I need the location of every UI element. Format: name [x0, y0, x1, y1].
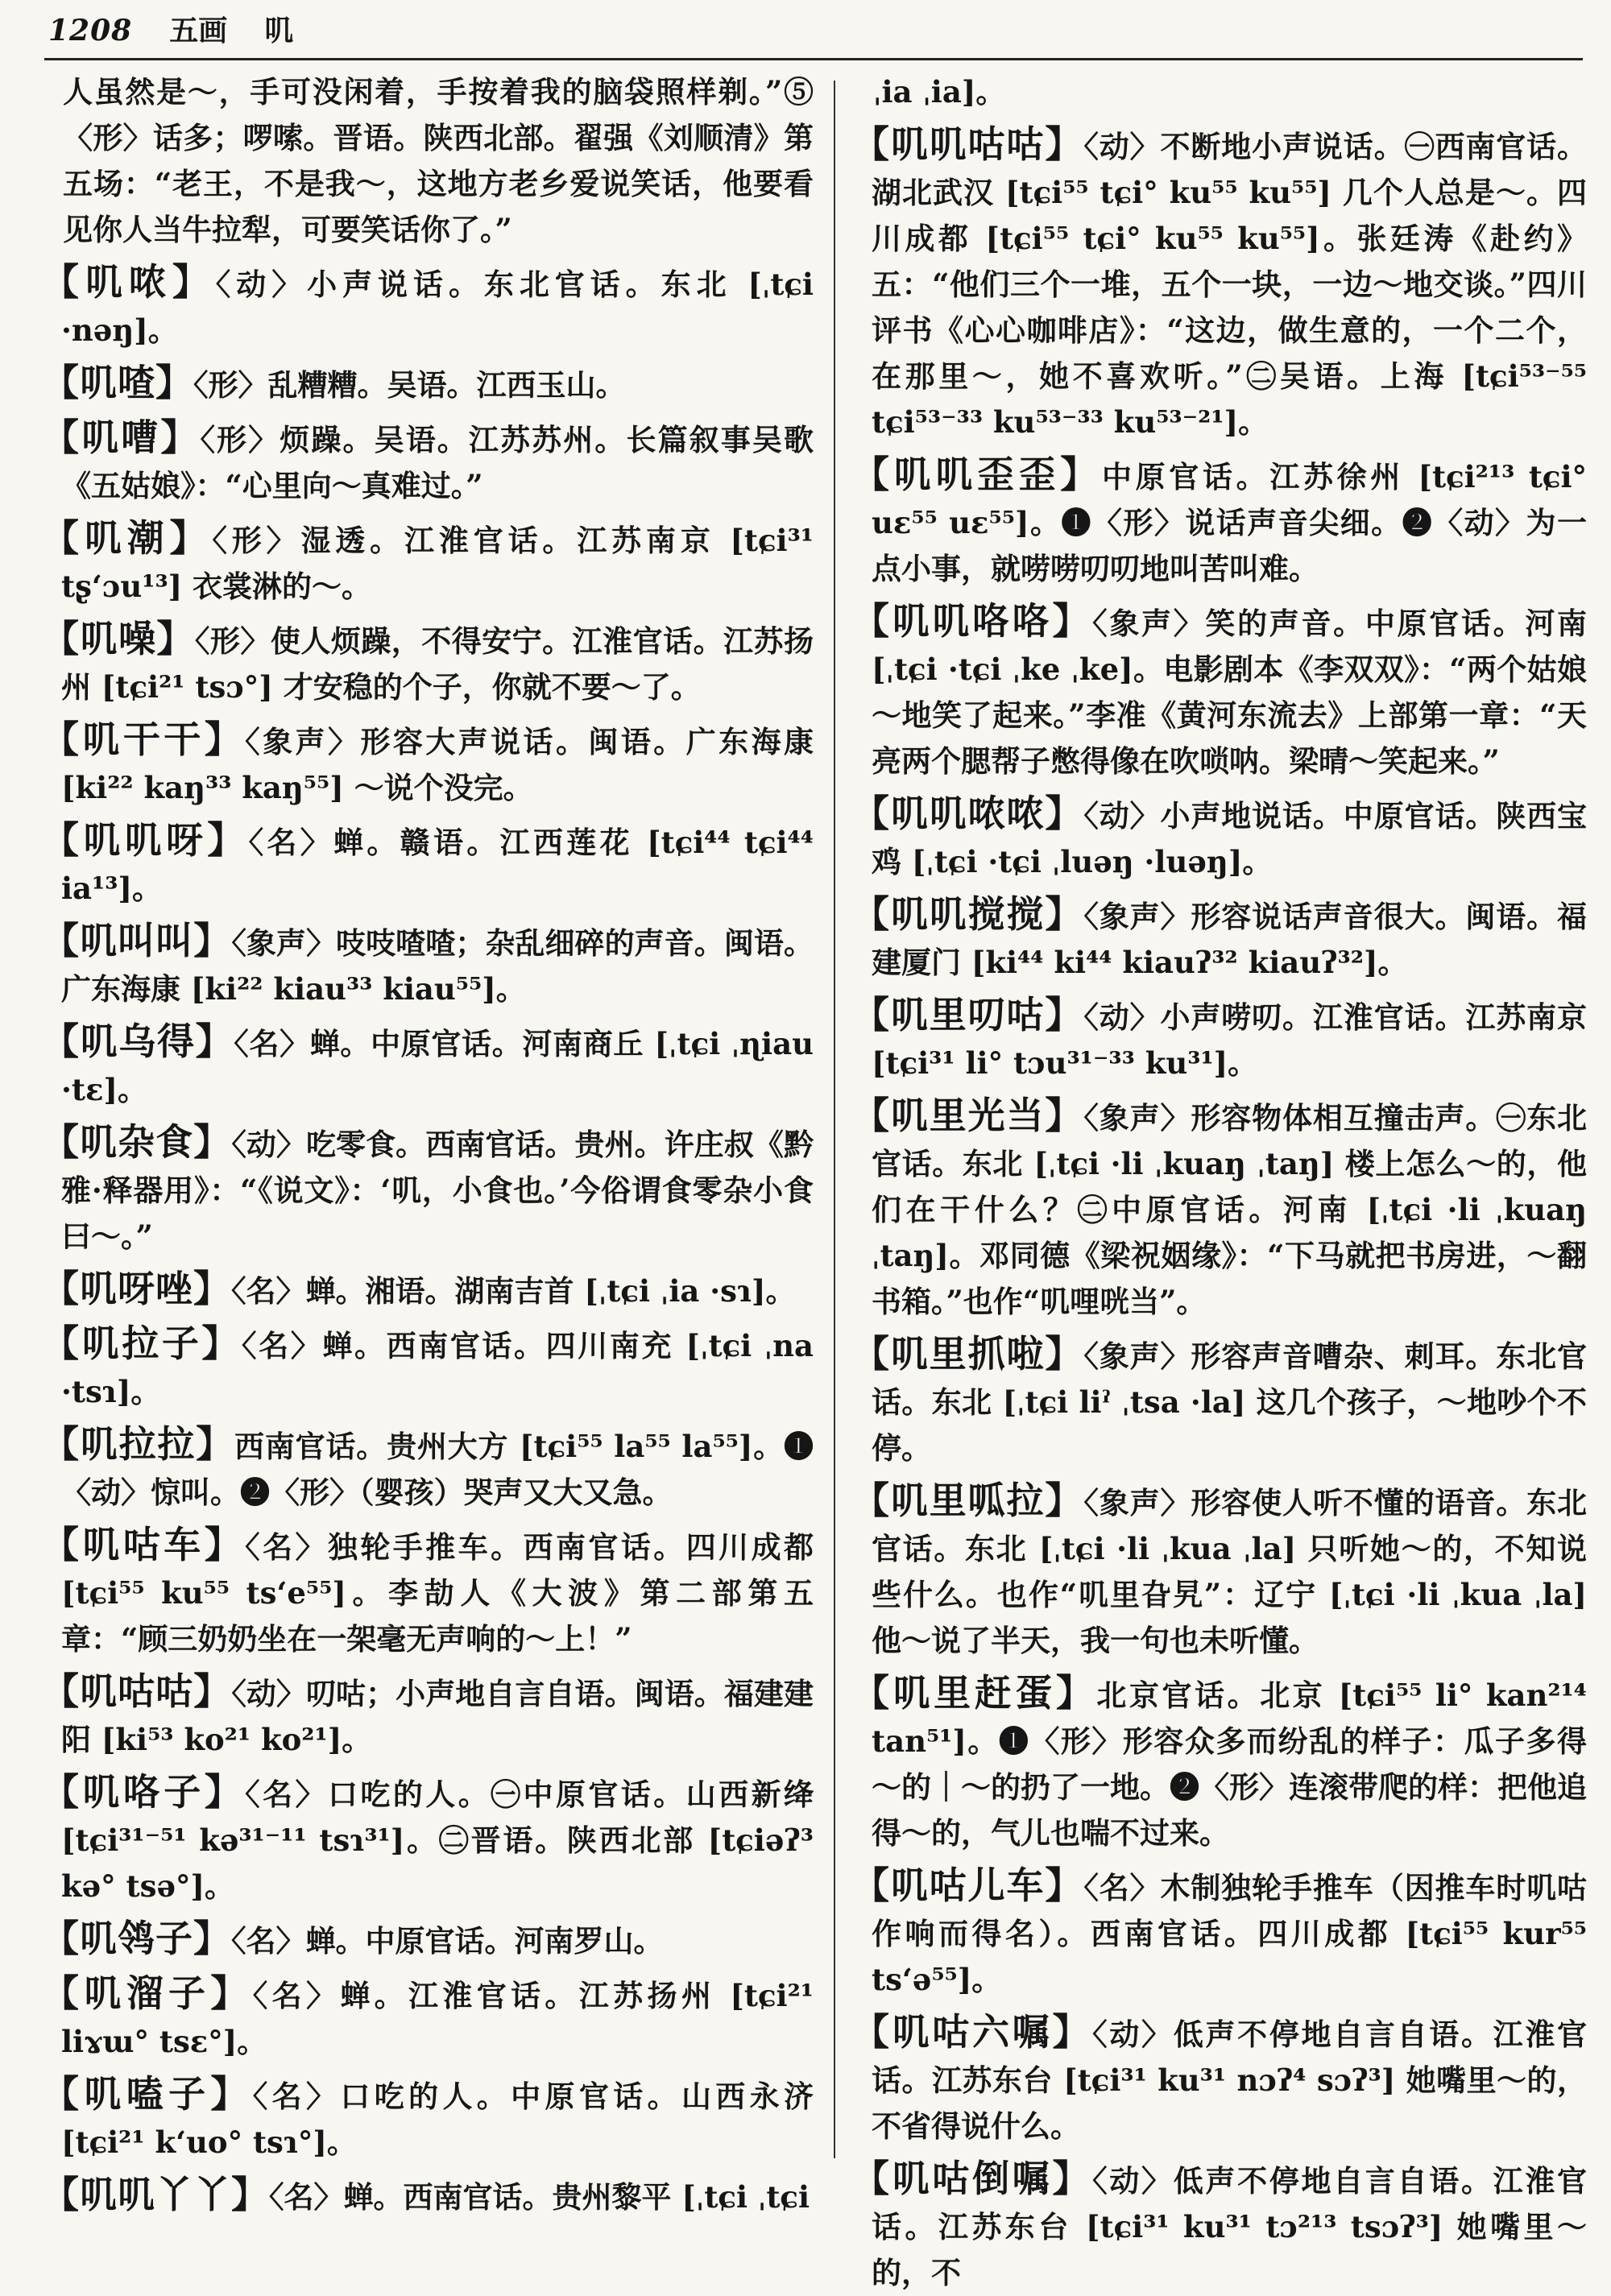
dictionary-entry [852, 122, 1587, 445]
headword: 【叽叽哝哝】 [852, 792, 1084, 835]
left-column [42, 69, 814, 2216]
definition: 〈名〉蝉。江淮官话。江苏扬州 [tɕi²¹ liɤɯ° tsɛ°]。 [61, 1978, 814, 2059]
dictionary-entry [42, 1421, 814, 1516]
headword: 【叽乌得】 [42, 1020, 234, 1063]
headword: 【叽杂食】 [42, 1120, 232, 1164]
headword: 【叽拉子】 [42, 1322, 242, 1365]
dictionary-entry [42, 1321, 814, 1415]
headword: 【叽嗑子】 [42, 2072, 253, 2116]
headword: 【叽噪】 [42, 617, 195, 660]
headword: 【叽叽丫丫】 [42, 2173, 269, 2216]
headword: 【叽里光当】 [852, 1094, 1084, 1137]
column-divider [834, 81, 835, 2158]
right-column [852, 69, 1588, 2290]
headword: 【叽干干】 [42, 718, 246, 761]
dictionary-entry [852, 892, 1587, 986]
definition: 〈象声〉形容使人听不懂的语音。东北官话。东北 [ˌtɕi ·li ˌkua ˌla] 只听她～的，不知说些什么。也作“叽里旮旯”：辽宁 [ˌtɕi ·li ˌkua ˌla] 他～说了半天，我一句也未听懂。 [872, 1485, 1588, 1658]
dictionary-entry [852, 2009, 1587, 2149]
definition: 〈名〉独轮手推车。西南官话。四川成都 [tɕi⁵⁵ ku⁵⁵ tsʻe⁵⁵]。李劼人《大波》第二部第五章：“顾三奶奶坐在一架毫无声响的～上！” [61, 1529, 814, 1657]
headword: 【叽叽歪歪】 [852, 453, 1102, 496]
dictionary-entry [852, 791, 1587, 885]
headword: 【叽拉拉】 [42, 1422, 235, 1466]
headword: 【叽咕六嘱】 [852, 2010, 1093, 2054]
dictionary-entry [852, 1863, 1587, 2003]
definition: 〈动〉不断地小声说话。㊀西南官话。湖北武汉 [tɕi⁵⁵ tɕi° ku⁵⁵ ku⁵⁵] 几个人总是～。四川成都 [tɕi⁵⁵ tɕi° ku⁵⁵ ku⁵⁵]。张廷涛《赴约》五：“他们三个一堆，五个一块，一边～地交谈。”四川评书《心心咖啡店》：“这边，做生意的，一个二个，在那里～，她不喜欢听。”㊁吴语。上海 [tɕi⁵³⁻⁵⁵ tɕi⁵³⁻³³ ku⁵³⁻³³ ku⁵³⁻²¹]。 [872, 129, 1588, 440]
headword: 【叽咕儿车】 [852, 1864, 1084, 1907]
definition: 〈名〉蝉。西南官话。四川南充 [ˌtɕi ˌna ·tsɿ]。 [61, 1328, 814, 1409]
dictionary-entry [42, 616, 814, 710]
definition: 〈名〉木制独轮手推车（因推车时叽咕作响而得名）。西南官话。四川成都 [tɕi⁵⁵ kur⁵⁵ tsʻə⁵⁵]。 [872, 1870, 1588, 1997]
headword: 【叽喳】 [42, 361, 193, 404]
dictionary-entry [42, 2172, 814, 2220]
definition: 〈名〉口吃的人。中原官话。山西永济 [tɕi²¹ kʻuo° tsɿ°]。 [61, 2079, 814, 2160]
headword: 【叽咕倒嘱】 [852, 2157, 1093, 2200]
dictionary-entry [852, 2156, 1587, 2296]
definition: 〈动〉低声不停地自言自语。江淮官话。江苏东台 [tɕi³¹ ku³¹ nɔʔ⁴ sɔʔ³] 她嘴里～的，不省得说什么。 [872, 2017, 1588, 2144]
headword: 【叽咕车】 [42, 1523, 246, 1566]
definition: 〈名〉蝉。西南官话。贵州黎平 [ˌtɕi ˌtɕi [269, 2179, 810, 2215]
dictionary-entry [42, 918, 814, 1012]
dictionary-entry [852, 1478, 1587, 1664]
dictionary-entry [42, 1019, 814, 1113]
definition: 〈象声〉形容说话声音很大。闽语。福建厦门 [ki⁴⁴ ki⁴⁴ kiauʔ³² kiauʔ³²]。 [872, 899, 1588, 980]
definition: 〈名〉蝉。中原官话。河南商丘 [ˌtɕi ˌɳiau ·tɛ]。 [61, 1026, 814, 1107]
definition: 〈动〉叨咕；小声地自言自语。闽语。福建建阳 [ki⁵³ ko²¹ ko²¹]。 [61, 1676, 814, 1757]
page-header [48, 8, 1579, 56]
dictionary-entry [42, 1266, 814, 1314]
dictionary-entry [42, 1971, 814, 2065]
headword: 【叽里赶蛋】 [852, 1671, 1097, 1715]
definition: 〈形〉湿透。江淮官话。江苏南京 [tɕi³¹ tʂʻɔu¹³] 衣裳淋的～。 [61, 523, 814, 604]
dictionary-entry [42, 259, 814, 354]
definition: 〈名〉蝉。中原官话。河南罗山。 [231, 1923, 664, 1959]
definition: 北京官话。北京 [tɕi⁵⁵ li° kan²¹⁴ tan⁵¹]。❶〈形〉形容众多而纷乱的样子：瓜子多得～的｜～的扔了一地。❷〈形〉连滚带爬的样：把他追得～的，气儿也喘不过来。 [872, 1678, 1588, 1851]
definition: 西南官话。贵州大方 [tɕi⁵⁵ la⁵⁵ la⁵⁵]。❶〈动〉惊叫。❷〈形〉（婴孩）哭声又大又急。 [61, 1429, 814, 1510]
definition: 〈名〉蝉。赣语。江西莲花 [tɕi⁴⁴ tɕi⁴⁴ ia¹³]。 [61, 825, 814, 906]
dictionary-entry [42, 2071, 814, 2166]
definition: 〈动〉吃零食。西南官话。贵州。许庄叔《黔雅·释器用》：“《说文》：‘叽，小食也。’今俗谓食零杂小食曰～。” [61, 1127, 814, 1254]
dictionary-entry [42, 1916, 814, 1964]
definition: 中原官话。江苏徐州 [tɕi²¹³ tɕi° uɛ⁵⁵ uɛ⁵⁵]。❶〈形〉说话声音尖细。❷〈动〉为一点小事，就唠唠叨叨地叫苦叫难。 [872, 459, 1587, 586]
dictionary-entry [42, 1669, 814, 1763]
dictionary-entry [42, 515, 814, 610]
definition: 〈象声〉形容大声说话。闽语。广东海康 [ki²² kaŋ³³ kaŋ⁵⁵] ～说个没完。 [61, 724, 814, 805]
continuation-text: ˌia ˌia]。 [873, 74, 1006, 110]
dictionary-entry [852, 1670, 1587, 1856]
definition: 〈动〉小声说话。东北官话。东北 [ˌtɕi ·nəŋ]。 [61, 267, 814, 348]
dictionary-entry [42, 817, 814, 912]
definition: 〈象声〉形容物体相互撞击声。㊀东北官话。东北 [ˌtɕi ·li ˌkuaŋ ˌtaŋ] 楼上怎么～的，他们在干什么？㊁中原官话。河南 [ˌtɕi ·li ˌkuaŋ ˌtaŋ]。邓同德《梁祝姻缘》：“下马就把书房进，～翻书箱。”也作“叽哩咣当”。 [872, 1100, 1588, 1319]
header-divider [44, 58, 1583, 60]
headword: 【叽里抓啦】 [852, 1332, 1084, 1376]
dictionary-entry [42, 415, 814, 509]
dictionary-entry [42, 1769, 814, 1909]
dictionary-entry [42, 1522, 814, 1662]
headword: 【叽溜子】 [42, 1971, 253, 2015]
definition: 〈动〉小声地说话。中原官话。陕西宝鸡 [ˌtɕi ·tɕi ˌluəŋ ·luəŋ]。 [872, 798, 1588, 879]
headword: 【叽嘈】 [42, 416, 201, 459]
headword: 【叽叽咕咕】 [852, 122, 1084, 166]
definition: 〈形〉使人烦躁，不得安宁。江淮官话。江苏扬州 [tɕi²¹ tsɔ°] 才安稳的个子，你就不要～了。 [61, 623, 814, 705]
definition: 〈形〉乱糟糟。吴语。江西玉山。 [193, 367, 626, 403]
headword: 【叽鸰子】 [42, 1917, 231, 1960]
dictionary-entry [42, 1119, 814, 1260]
definition: 〈动〉低声不停地自言自语。江淮官话。江苏东台 [tɕi³¹ ku³¹ tɔ²¹³ tsɔʔ³] 她嘴里～的，不 [872, 2163, 1588, 2290]
definition: 〈象声〉形容声音嘈杂、刺耳。东北官话。东北 [ˌtɕi liˀ ˌtsa ·la] 这几个孩子，～地吵个不停。 [872, 1338, 1588, 1466]
page-number: 1208 [48, 14, 133, 48]
section-label: 五画 [169, 14, 228, 48]
definition: 〈名〉蝉。湘语。湖南吉首 [ˌtɕi ˌia ·sɿ]。 [231, 1273, 796, 1309]
headword: 【叽咯子】 [42, 1770, 246, 1814]
dictionary-entry [42, 360, 814, 408]
definition: 〈象声〉笑的声音。中原官话。河南 [ˌtɕi ·tɕi ˌke ˌke]。电影剧本《李双双》：“两个姑娘～地笑了起来。”李准《黄河东流去》上部第一章：“天亮两个腮帮子憋得像在吹唢呐。梁晴～笑起来。” [872, 606, 1588, 779]
header-character: 叽 [264, 14, 294, 48]
dictionary-entry [852, 598, 1587, 784]
headword: 【叽咕咕】 [42, 1669, 232, 1713]
dictionary-entry [852, 452, 1587, 592]
headword: 【叽哝】 [42, 260, 216, 304]
headword: 【叽潮】 [42, 516, 213, 560]
headword: 【叽呀唑】 [42, 1267, 231, 1310]
headword: 【叽里呱拉】 [852, 1479, 1084, 1522]
dictionary-entry [852, 1093, 1587, 1325]
definition: 〈形〉烦躁。吴语。江苏苏州。长篇叙事吴歌《五姑娘》：“心里向～真难过。” [61, 422, 814, 503]
definition: 〈动〉小声唠叨。江淮官话。江苏南京 [tɕi³¹ li° tɔu³¹⁻³³ ku³¹]。 [872, 999, 1588, 1081]
dictionary-entry [852, 1331, 1587, 1471]
definition: 〈象声〉吱吱喳喳；杂乱细碎的声音。闽语。广东海康 [ki²² kiau³³ kiau⁵⁵]。 [61, 925, 814, 1007]
continuation-text: 人虽然是～，手可没闲着，手按着我的脑袋照样剃。”⑤〈形〉话多；啰嗦。晋语。陕西北部。翟强《刘顺清》第五场：“老王，不是我～，这地方老乡爱说笑话，他要看见你人当牛拉犁，可要笑话你了。” [63, 74, 814, 247]
headword: 【叽叽搅搅】 [852, 892, 1084, 936]
headword: 【叽里叨咕】 [852, 993, 1084, 1036]
headword: 【叽叫叫】 [42, 919, 232, 962]
definition: 〈名〉口吃的人。㊀中原官话。山西新绛 [tɕi³¹⁻⁵¹ kə³¹⁻¹¹ tsɿ³¹]。㊁晋语。陕西北部 [tɕiəʔ³ kə° tsə°]。 [61, 1777, 814, 1904]
dictionary-entry [852, 992, 1587, 1086]
headword: 【叽叽呀】 [42, 818, 249, 862]
dictionary-entry [42, 717, 814, 811]
headword: 【叽叽咯咯】 [852, 599, 1093, 643]
